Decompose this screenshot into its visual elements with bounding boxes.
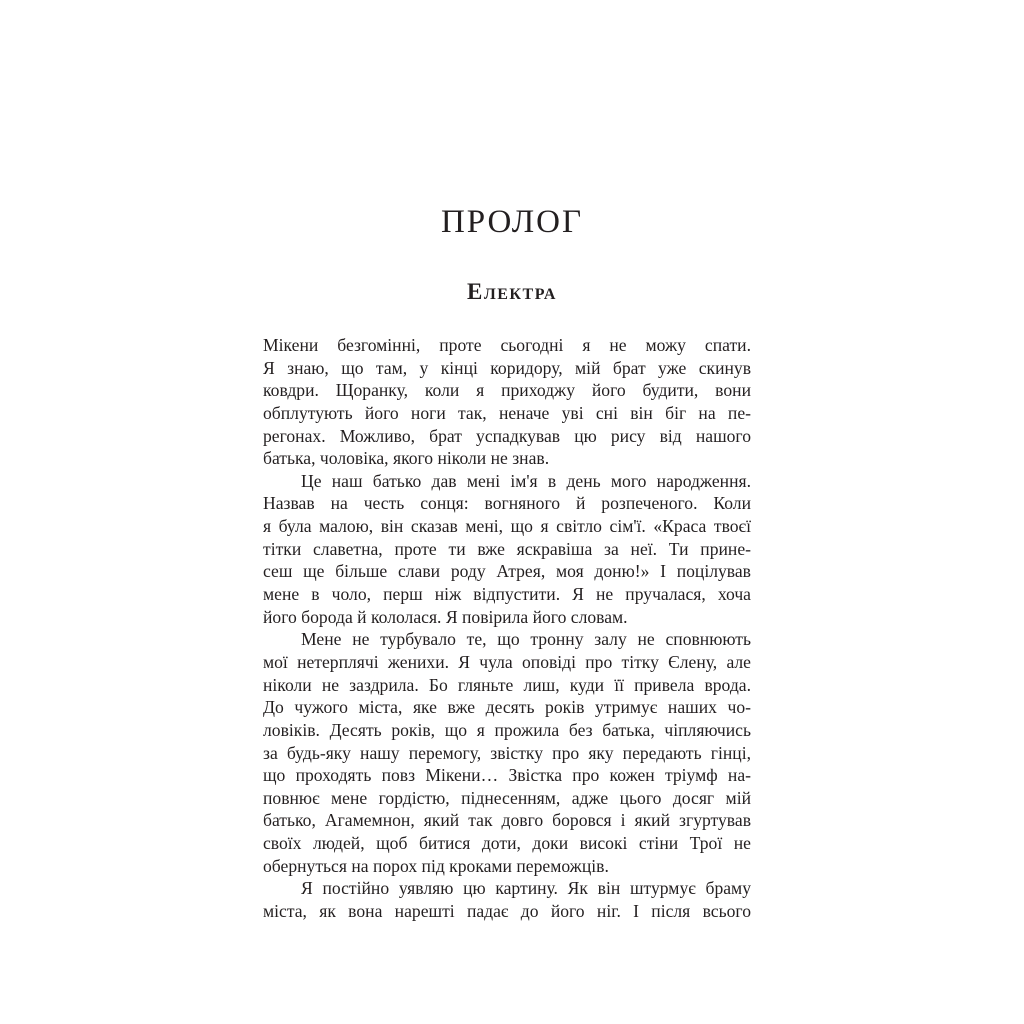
text-line: мене в чоло, перш ніж відпустити. Я не пручалася, хоча: [263, 584, 751, 605]
text-line: регонах. Можливо, брат успадкував цю рису від нашого: [263, 425, 751, 446]
text-line: я була малою, він сказав мені, що я світло сім'ї. «Краса твоєї: [263, 516, 751, 537]
text-line: Це наш батько дав мені ім'я в день мого народження.: [301, 470, 751, 491]
text-line: тітки славетна, проте ти вже яскравіша за неї. Ти прине-: [263, 538, 751, 559]
text-line: що проходять повз Мікени… Звістка про кожен тріумф на-: [263, 765, 751, 786]
text-line: Мене не турбувало те, що тронну залу не сповнюють: [301, 629, 751, 650]
text-line: ніколи не заздрила. Бо гляньте лиш, куди її привела врода.: [263, 674, 751, 695]
text-line: батько, Агамемнон, який так довго боровся і який згуртував: [263, 810, 751, 831]
text-line: ковдри. Щоранку, коли я приходжу його будити, вони: [263, 380, 751, 401]
text-line: сеш ще більше слави роду Атрея, моя доню!» І поцілував: [263, 561, 751, 582]
text-line: мої нетерплячі женихи. Я чула оповіді про тітку Єлену, але: [263, 651, 751, 672]
text-line: Я постійно уявляю цю картину. Як він штурмує браму: [301, 878, 751, 899]
text-line: обплутують його ноги так, неначе уві сні він біг на пе-: [263, 402, 751, 423]
text-line: за будь-яку нашу перемогу, звістку про яку передають гінці,: [263, 742, 751, 763]
body-text: [263, 334, 751, 923]
text-line: Назвав на честь сонця: вогняного й розпеченого. Коли: [263, 493, 751, 514]
chapter-title: ПРОЛОГ: [440, 204, 584, 241]
text-line: своїх людей, щоб битися доти, доки високі стіни Трої не: [263, 833, 751, 854]
text-line: повнює мене гордістю, піднесенням, адже цього досяг мій: [263, 787, 751, 808]
text-line: До чужого міста, яке вже десять років утримує наших чо-: [263, 697, 751, 718]
text-line: ловіків. Десять років, що я прожила без батька, чіпляючись: [263, 719, 751, 740]
chapter-subtitle: Електра: [467, 279, 557, 305]
text-line: Я знаю, що там, у кінці коридору, мій брат уже скинув: [263, 357, 751, 378]
text-line: обернуться на порох під кроками переможців.: [263, 855, 609, 876]
text-line: Мікени безгомінні, проте сьогодні я не можу спати.: [263, 335, 751, 355]
text-line: його борода й кололася. Я повірила його словам.: [263, 606, 628, 627]
text-line: міста, як вона нарешті падає до його ніг. І після всього: [263, 901, 751, 922]
text-line: батька, чоловіка, якого ніколи не знав.: [263, 448, 550, 469]
